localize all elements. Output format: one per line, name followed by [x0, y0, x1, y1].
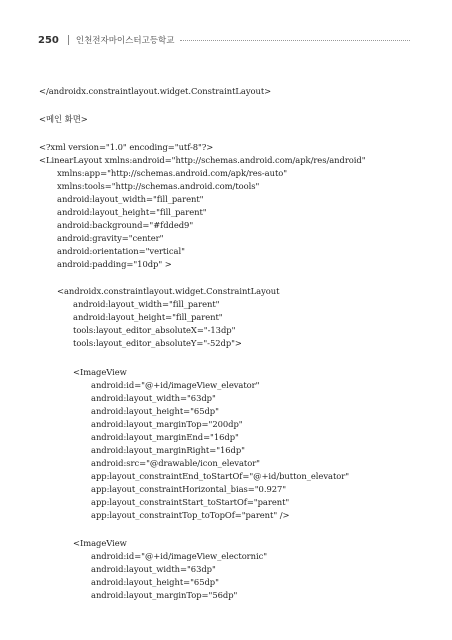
code-line: app:layout_constraintTop_toTopOf="parent" />: [91, 510, 290, 520]
code-line: android:layout_height="fill_parent": [73, 312, 223, 322]
code-line: android:id="@+id/imageView_electornic": [91, 551, 268, 561]
code-line: app:layout_constraintHorizontal_bias="0.927": [91, 484, 287, 494]
code-line: <LinearLayout xmlns:android="http://schemas.android.com/apk/res/android": [39, 155, 366, 165]
page-number: 250: [38, 34, 59, 46]
code-line: <?xml version="1.0" encoding="utf-8"?>: [39, 142, 214, 152]
section-title: <메인 화면>: [39, 114, 88, 124]
code-line: android:gravity="center": [57, 233, 164, 243]
code-line: android:layout_height="fill_parent": [57, 207, 207, 217]
code-line: android:layout_height="65dp": [91, 406, 219, 416]
code-line: xmlns:app="http://schemas.android.com/apk/res-auto": [57, 168, 288, 178]
code-line: android:layout_marginTop="200dp": [91, 419, 243, 429]
page-header: [38, 33, 410, 47]
code-line: android:layout_width="63dp": [91, 564, 216, 574]
code-line: android:layout_marginRight="16dp": [91, 445, 245, 455]
code-line: android:layout_marginEnd="16dp": [91, 432, 239, 442]
header-separator: [68, 35, 69, 45]
code-line: tools:layout_editor_absoluteY="-52dp">: [73, 338, 242, 348]
code-line: android:id="@+id/imageView_elevator": [91, 380, 260, 390]
code-line: app:layout_constraintStart_toStartOf="parent": [91, 497, 290, 507]
code-line: xmlns:tools="http://schemas.android.com/tools": [57, 181, 260, 191]
code-line: android:layout_width="63dp": [91, 393, 216, 403]
code-line: <ImageView: [73, 367, 127, 377]
code-line: android:layout_marginTop="56dp": [91, 590, 238, 600]
code-line: app:layout_constraintEnd_toStartOf="@+id/button_elevator": [91, 471, 350, 481]
code-line: tools:layout_editor_absoluteX="-13dp": [73, 325, 236, 335]
code-line: android:layout_width="fill_parent": [73, 299, 220, 309]
code-line: android:background="#fdded9": [57, 220, 194, 230]
code-line: </androidx.constraintlayout.widget.ConstraintLayout>: [39, 86, 272, 96]
code-line: android:src="@drawable/icon_elevator": [91, 458, 260, 468]
code-line: <ImageView: [73, 538, 127, 548]
header-dotted-rule: [180, 40, 410, 41]
code-line: <androidx.constraintlayout.widget.ConstraintLayout: [57, 286, 280, 296]
code-line: android:padding="10dp" >: [57, 259, 172, 269]
code-line: android:orientation="vertical": [57, 246, 185, 256]
school-name: 인천전자마이스터고등학교: [75, 36, 175, 46]
code-line: android:layout_height="65dp": [91, 577, 219, 587]
code-line: android:layout_width="fill_parent": [57, 194, 204, 204]
